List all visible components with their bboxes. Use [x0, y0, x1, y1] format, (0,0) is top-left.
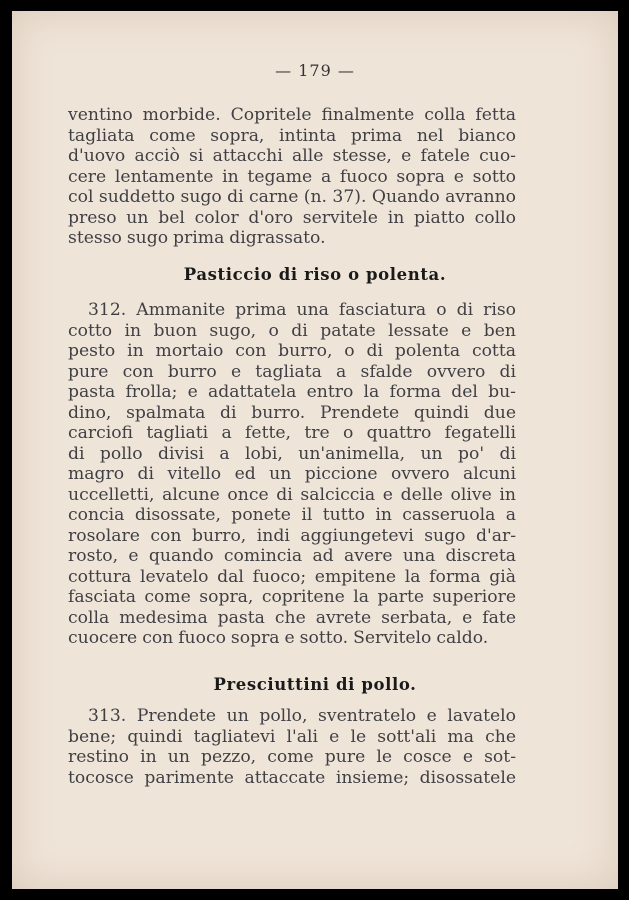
intro-paragraph: [68, 105, 516, 249]
text-line: ventino morbide. Copritele finalmente colla fetta: [68, 105, 516, 125]
text-line: fasciata come sopra, copritene la parte superiore: [68, 587, 516, 607]
text-line: concia disossate, ponete il tutto in casseruola a: [68, 505, 516, 525]
recipe-312-heading: Pasticcio di riso o polenta.: [183, 265, 447, 284]
text-line: restino in un pezzo, come pure le cosce e sot-: [68, 747, 516, 767]
text-line: dino, spalmata di burro. Prendete quindi due: [68, 402, 516, 423]
text-line: preso un bel color d'oro servitele in piatto collo: [68, 207, 516, 228]
text-line: bene; quindi tagliatevi l'ali e le sott'ali ma che: [68, 726, 516, 747]
text-line: pure con burro e tagliata a sfalde ovvero di: [68, 361, 516, 382]
text-line: 313. Prendete un pollo, sventratelo e lavatelo: [88, 706, 516, 726]
text-line: cere lentamente in tegame a fuoco sopra e sotto: [68, 166, 516, 187]
text-line: col suddetto sugo di carne (n. 37). Quando avranno: [68, 187, 516, 207]
text-line: d'uovo acciò si attacchi alle stesse, e fatele cuo-: [68, 146, 516, 166]
text-line: carciofi tagliati a fette, tre o quattro fegatelli: [68, 423, 516, 443]
text-line: pesto in mortaio con burro, o di polenta cotta: [68, 341, 516, 361]
text-line: tocosce parimente attaccate insieme; disossatele: [68, 767, 516, 788]
text-line: uccelletti, alcune once di salciccia e delle olive in: [68, 484, 516, 505]
text-line: rosolare con burro, indi aggiungetevi sugo d'ar-: [68, 525, 516, 546]
text-line: cotto in buon sugo, o di patate lessate e ben: [68, 320, 516, 341]
text-line: pasta frolla; e adattatela entro la forma del bu-: [68, 382, 516, 402]
recipe-313-paragraph: [68, 706, 516, 788]
text-line: cottura levatelo dal fuoco; empitene la forma già: [68, 566, 516, 587]
text-line: colla medesima pasta che avrete serbata, e fate: [68, 607, 516, 628]
text-line: di pollo divisi a lobi, un'animella, un po' di: [68, 443, 516, 464]
text-line: 312. Ammanite prima una fasciatura o di riso: [88, 300, 516, 320]
book-page: [12, 11, 618, 889]
text-line: tagliata come sopra, intinta prima nel bianco: [68, 125, 516, 146]
text-line: magro di vitello ed un piccione ovvero alcuni: [68, 464, 516, 484]
text-line: cuocere con fuoco sopra e sotto. Servitelo caldo.: [68, 628, 489, 648]
page-number: — 179 —: [275, 61, 355, 80]
text-line: stesso sugo prima digrassato.: [68, 228, 326, 248]
recipe-312-paragraph: [68, 300, 516, 649]
recipe-313-heading: Presciuttini di pollo.: [213, 675, 417, 694]
text-line: rosto, e quando comincia ad avere una discreta: [68, 546, 516, 566]
